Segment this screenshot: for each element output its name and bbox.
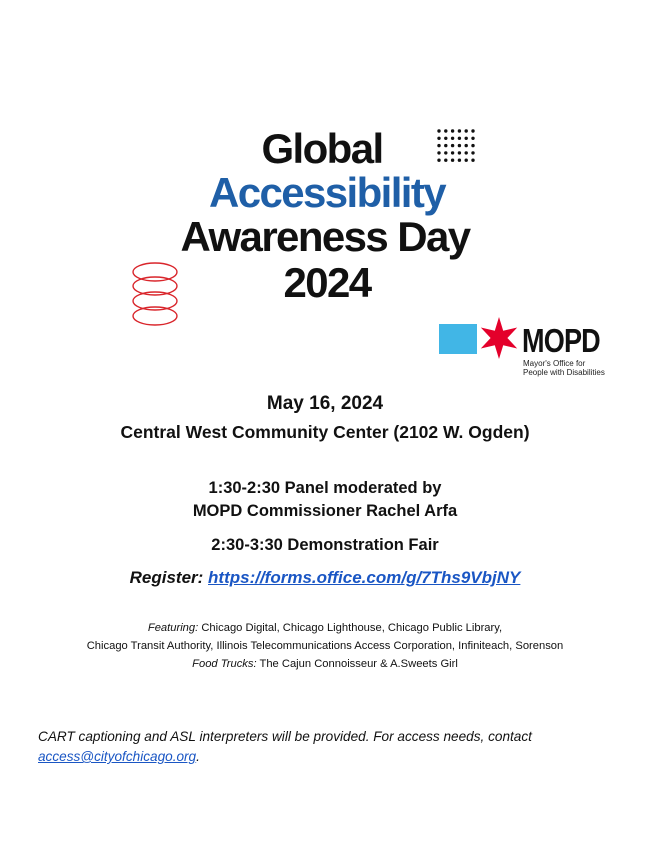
grid-dot <box>458 137 461 140</box>
grid-dot <box>437 129 440 132</box>
mopd-logo-text: MOPD <box>522 322 600 359</box>
grid-dot <box>471 137 474 140</box>
access-email-link[interactable]: access@cityofchicago.org <box>38 749 197 764</box>
register-line <box>0 569 650 586</box>
grid-dot <box>451 137 454 140</box>
dot-grid-decoration <box>436 128 476 164</box>
grid-dot <box>444 144 447 147</box>
grid-dot <box>458 129 461 132</box>
grid-dot <box>451 144 454 147</box>
event-venue: Central West Community Center (2102 W. Ogden) <box>120 422 530 442</box>
grid-dot <box>451 159 454 162</box>
grid-dot <box>471 129 474 132</box>
grid-dot <box>444 129 447 132</box>
grid-dot <box>444 137 447 140</box>
food-trucks-list: The Cajun Connoisseur & A.Sweets Girl <box>259 658 458 670</box>
demonstration-fair-time: 2:30-3:30 Demonstration Fair <box>211 536 439 554</box>
grid-dot <box>437 151 440 154</box>
featuring-line-1 <box>0 623 650 634</box>
coil-rings-decoration <box>131 262 181 330</box>
grid-dot <box>465 159 468 162</box>
grid-dot <box>437 159 440 162</box>
mopd-subtitle-line1: Mayor's Office for <box>523 359 586 368</box>
panel-moderator: MOPD Commissioner Rachel Arfa <box>192 502 458 520</box>
grid-dot <box>471 159 474 162</box>
food-trucks-label: Food Trucks: <box>192 658 257 670</box>
mopd-subtitle-line2: People with Disabilities <box>523 368 605 377</box>
title-line-year: 2024 <box>283 259 371 306</box>
featuring-list-1: Chicago Digital, Chicago Lighthouse, Chicago Public Library, <box>201 622 503 634</box>
access-contact <box>38 750 200 764</box>
title-line-accessibility: Accessibility <box>209 169 445 216</box>
grid-dot <box>444 151 447 154</box>
grid-dot <box>471 151 474 154</box>
grid-dot <box>465 137 468 140</box>
food-trucks-line <box>0 659 650 670</box>
panel-time: 1:30-2:30 Panel moderated by <box>208 479 442 497</box>
register-link[interactable]: https://forms.office.com/g/7Ths9VbjNY <box>208 568 521 587</box>
title-line-global: Global <box>261 125 383 172</box>
featuring-label: Featuring: <box>147 622 199 634</box>
grid-dot <box>458 151 461 154</box>
grid-dot <box>458 159 461 162</box>
grid-dot <box>465 151 468 154</box>
grid-dot <box>471 144 474 147</box>
grid-dot <box>451 129 454 132</box>
event-date: May 16, 2024 <box>266 393 384 414</box>
access-period: . <box>196 749 200 764</box>
grid-dot <box>465 144 468 147</box>
title-line-awareness-day: Awareness Day <box>180 213 470 260</box>
register-label: Register: <box>129 568 204 587</box>
featuring-line-2: Chicago Transit Authority, Illinois Telecommunications Access Corporation, Infiniteach, Sorenson <box>86 640 564 652</box>
grid-dot <box>444 159 447 162</box>
grid-dot <box>458 144 461 147</box>
chicago-star-icon <box>477 316 521 360</box>
access-note: CART captioning and ASL interpreters will be provided. For access needs, contact <box>38 729 532 744</box>
grid-dot <box>437 144 440 147</box>
mopd-blue-square <box>439 324 477 354</box>
grid-dot <box>451 151 454 154</box>
grid-dot <box>437 137 440 140</box>
grid-dot <box>465 129 468 132</box>
